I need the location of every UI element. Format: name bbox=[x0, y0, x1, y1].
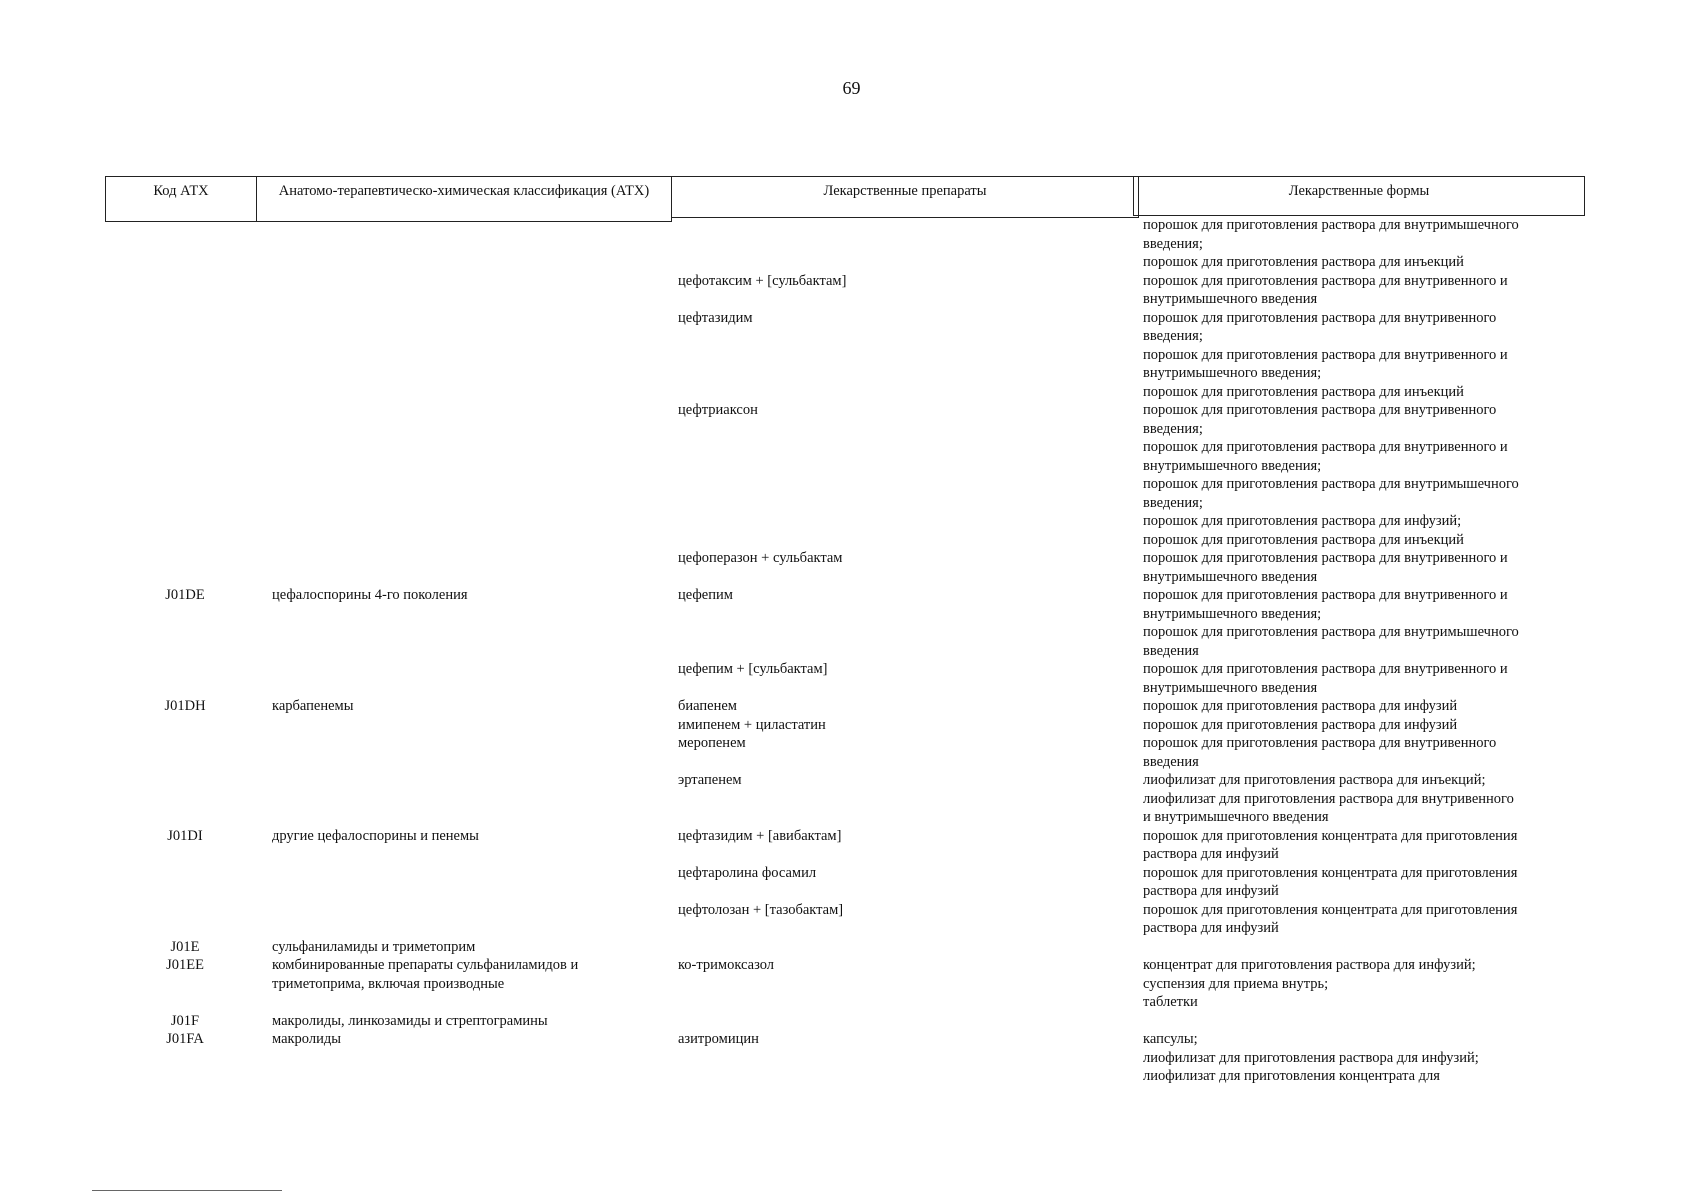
medicine-name: цефтолозан + [тазобактам] bbox=[678, 901, 844, 918]
dosage-form-line: порошок для приготовления раствора для внутривенного и bbox=[1143, 550, 1508, 566]
dosage-form-line: порошок для приготовления раствора для внутривенного bbox=[1143, 735, 1497, 751]
table-row bbox=[0, 272, 1703, 309]
medicine-name: ко-тримоксазол bbox=[678, 957, 775, 973]
dosage-form-line: лиофилизат для приготовления концентрата для bbox=[1143, 1068, 1440, 1084]
table-row bbox=[0, 586, 1703, 660]
medicine-cell bbox=[670, 734, 1132, 771]
atc-code-cell bbox=[0, 1012, 245, 1086]
dosage-form-line: порошок для приготовления раствора для инъекций bbox=[1143, 383, 1464, 400]
medicine-cell bbox=[670, 864, 1132, 901]
medicine-name: цефоперазон + сульбактам bbox=[678, 550, 843, 566]
atc-classification-line: карбапенемы bbox=[272, 698, 354, 714]
atc-classification-cell bbox=[245, 716, 670, 735]
header-atc-classification: Анатомо-терапевтическо-химическая классификация (АТХ) bbox=[256, 176, 672, 222]
atc-classification-cell bbox=[245, 734, 670, 771]
atc-classification-cell bbox=[245, 660, 670, 697]
atc-classification-cell bbox=[245, 827, 670, 864]
atc-code-cell bbox=[0, 771, 245, 827]
dosage-form-cell bbox=[1132, 660, 1572, 697]
dosage-form-line: внутримышечного введения; bbox=[1143, 365, 1322, 381]
medicine-cell bbox=[670, 309, 1132, 402]
medicine-cell bbox=[670, 660, 1132, 697]
atc-code: J01F bbox=[170, 1012, 200, 1029]
medicine-cell bbox=[670, 216, 1132, 272]
dosage-form-line: внутримышечного введения bbox=[1143, 679, 1318, 696]
medicine-name: цефотаксим + [сульбактам] bbox=[678, 272, 847, 289]
atc-classification-cell bbox=[245, 216, 670, 272]
medicine-cell bbox=[670, 901, 1132, 938]
dosage-form-line: порошок для приготовления раствора для внутривенного и bbox=[1143, 439, 1508, 455]
atc-code-cell bbox=[0, 734, 245, 771]
atc-classification-cell bbox=[245, 771, 670, 827]
dosage-form-line: капсулы; bbox=[1143, 1031, 1198, 1047]
dosage-form-line: порошок для приготовления раствора для внутримышечного bbox=[1143, 476, 1519, 492]
atc-classification-cell bbox=[245, 697, 670, 716]
dosage-form-line: таблетки bbox=[1143, 994, 1198, 1010]
medicine-cell bbox=[670, 716, 1132, 735]
dosage-form-line bbox=[1143, 938, 1572, 957]
atc-classification-cell bbox=[245, 401, 670, 549]
table-row bbox=[0, 401, 1703, 549]
dosage-form-line: раствора для инфузий bbox=[1143, 883, 1279, 899]
atc-code-cell bbox=[0, 938, 245, 1012]
dosage-form-cell bbox=[1132, 586, 1572, 660]
dosage-form-cell bbox=[1132, 549, 1572, 586]
atc-code: J01FA bbox=[166, 1031, 204, 1047]
atc-classification-cell bbox=[245, 1012, 670, 1086]
medicine-name: эртапенем bbox=[678, 772, 742, 788]
dosage-form-line: суспензия для приема внутрь; bbox=[1143, 975, 1329, 992]
atc-code-cell bbox=[0, 216, 245, 272]
table-row bbox=[0, 771, 1703, 827]
dosage-form-line: введения; bbox=[1143, 328, 1203, 344]
dosage-form-line: порошок для приготовления раствора для инъекций bbox=[1143, 531, 1464, 548]
dosage-form-line: введения bbox=[1143, 753, 1199, 770]
atc-code-cell bbox=[0, 272, 245, 309]
dosage-form-line: введения; bbox=[1143, 420, 1203, 437]
atc-classification-cell bbox=[245, 864, 670, 901]
dosage-form-cell bbox=[1132, 216, 1572, 272]
dosage-form-line: раствора для инфузий bbox=[1143, 846, 1279, 862]
atc-code-cell bbox=[0, 697, 245, 716]
dosage-form-cell bbox=[1132, 401, 1572, 549]
medicine-name: биапенем bbox=[678, 698, 737, 714]
medicine-name: цефтазидим + [авибактам] bbox=[678, 827, 842, 844]
atc-code-cell bbox=[0, 827, 245, 864]
dosage-form-cell bbox=[1132, 901, 1572, 938]
dosage-form-cell bbox=[1132, 938, 1572, 1012]
dosage-form-cell bbox=[1132, 697, 1572, 716]
dosage-form-cell bbox=[1132, 864, 1572, 901]
dosage-form-cell bbox=[1132, 771, 1572, 827]
medicine-name bbox=[678, 938, 1132, 957]
medicine-cell bbox=[670, 827, 1132, 864]
dosage-form-line: порошок для приготовления концентрата для приготовления bbox=[1143, 827, 1518, 844]
dosage-form-line: порошок для приготовления концентрата для приготовления bbox=[1143, 864, 1518, 881]
medicine-name: имипенем + циластатин bbox=[678, 716, 826, 733]
atc-code-cell bbox=[0, 901, 245, 938]
dosage-form-line: порошок для приготовления раствора для инфузий bbox=[1143, 698, 1458, 714]
dosage-form-line: порошок для приготовления раствора для внутривенного и bbox=[1143, 661, 1508, 677]
dosage-form-line: лиофилизат для приготовления раствора для внутривенного bbox=[1143, 790, 1514, 807]
dosage-form-line: концентрат для приготовления раствора для инфузий; bbox=[1143, 957, 1476, 973]
dosage-form-line: введения bbox=[1143, 642, 1199, 659]
atc-code-cell bbox=[0, 549, 245, 586]
dosage-form-line: введения; bbox=[1143, 235, 1203, 252]
medicine-name: цефтриаксон bbox=[678, 402, 758, 418]
dosage-form-line: порошок для приготовления раствора для внутривенного и bbox=[1143, 272, 1508, 289]
atc-classification-line: триметоприма, включая производные bbox=[272, 975, 505, 992]
dosage-form-line: внутримышечного введения bbox=[1143, 568, 1318, 585]
medicine-cell bbox=[670, 549, 1132, 586]
dosage-form-line: и внутримышечного введения bbox=[1143, 809, 1329, 825]
dosage-form-line: порошок для приготовления раствора для инфузий bbox=[1143, 716, 1458, 733]
medicine-cell bbox=[670, 401, 1132, 549]
table-row bbox=[0, 938, 1703, 1012]
table-row bbox=[0, 697, 1703, 716]
dosage-form-line: порошок для приготовления раствора для инфузий; bbox=[1143, 513, 1462, 529]
table-row bbox=[0, 827, 1703, 864]
table-row bbox=[0, 864, 1703, 901]
dosage-form-line: внутримышечного введения; bbox=[1143, 605, 1322, 622]
table-row bbox=[0, 901, 1703, 938]
medicine-name: меропенем bbox=[678, 735, 746, 751]
atc-classification-cell bbox=[245, 309, 670, 402]
atc-code-cell bbox=[0, 864, 245, 901]
medicine-name: азитромицин bbox=[678, 1031, 759, 1047]
dosage-form-cell bbox=[1132, 309, 1572, 402]
dosage-form-line: внутримышечного введения bbox=[1143, 291, 1318, 307]
atc-code-cell bbox=[0, 401, 245, 549]
dosage-form-line: введения; bbox=[1143, 494, 1203, 511]
dosage-form-line: лиофилизат для приготовления раствора для инъекций; bbox=[1143, 772, 1486, 788]
medicine-cell bbox=[670, 1012, 1132, 1086]
page-number: 69 bbox=[842, 78, 861, 98]
atc-code-cell bbox=[0, 660, 245, 697]
atc-classification-line: другие цефалоспорины и пенемы bbox=[272, 827, 479, 844]
dosage-form-line bbox=[1143, 1012, 1572, 1031]
medicine-cell bbox=[670, 697, 1132, 716]
atc-classification-line: макролиды, линкозамиды и стрептограмины bbox=[272, 1012, 548, 1029]
atc-classification-cell bbox=[245, 549, 670, 586]
header-code-atc: Код АТХ bbox=[105, 176, 257, 222]
dosage-form-line: порошок для приготовления раствора для внутривенного bbox=[1143, 309, 1497, 326]
dosage-form-cell bbox=[1132, 827, 1572, 864]
table-row bbox=[0, 660, 1703, 697]
dosage-form-line: лиофилизат для приготовления раствора для инфузий; bbox=[1143, 1049, 1479, 1066]
table-row bbox=[0, 216, 1703, 272]
medicine-name: цефтаролина фосамил bbox=[678, 864, 817, 881]
dosage-form-cell bbox=[1132, 734, 1572, 771]
atc-classification-cell bbox=[245, 938, 670, 1012]
table-row bbox=[0, 716, 1703, 735]
atc-classification-line: комбинированные препараты сульфаниламидов и bbox=[272, 957, 579, 973]
medicine-name: цефепим + [сульбактам] bbox=[678, 661, 828, 677]
atc-classification-line: сульфаниламиды и триметоприм bbox=[272, 938, 476, 955]
dosage-form-cell bbox=[1132, 716, 1572, 735]
header-medicines: Лекарственные препараты bbox=[671, 176, 1139, 218]
atc-code: J01DE bbox=[165, 587, 205, 603]
dosage-form-line: порошок для приготовления раствора для инъекций bbox=[1143, 254, 1464, 270]
table-row bbox=[0, 549, 1703, 586]
dosage-form-line: порошок для приготовления раствора для внутривенного и bbox=[1143, 587, 1508, 603]
atc-code: J01DH bbox=[164, 698, 206, 714]
medicine-cell bbox=[670, 771, 1132, 827]
atc-code: J01DI bbox=[167, 827, 203, 844]
atc-classification-cell bbox=[245, 586, 670, 660]
table-row bbox=[0, 309, 1703, 402]
atc-code: J01EE bbox=[166, 957, 204, 973]
atc-classification-line: макролиды bbox=[272, 1031, 341, 1047]
atc-classification-line: цефалоспорины 4-го поколения bbox=[272, 587, 468, 603]
atc-code-cell bbox=[0, 716, 245, 735]
dosage-form-line: порошок для приготовления концентрата для приготовления bbox=[1143, 901, 1518, 918]
dosage-form-line: порошок для приготовления раствора для внутримышечного bbox=[1143, 624, 1519, 640]
dosage-form-line: порошок для приготовления раствора для внутримышечного bbox=[1143, 217, 1519, 233]
header-dosage-forms: Лекарственные формы bbox=[1133, 176, 1585, 216]
dosage-form-cell bbox=[1132, 1012, 1572, 1086]
dosage-form-line: порошок для приготовления раствора для внутривенного и bbox=[1143, 346, 1508, 363]
atc-classification-cell bbox=[245, 901, 670, 938]
footer-divider bbox=[92, 1190, 282, 1191]
table-body bbox=[0, 216, 1703, 1096]
medicine-name: цефепим bbox=[678, 587, 733, 603]
dosage-form-line: порошок для приготовления раствора для внутривенного bbox=[1143, 402, 1497, 418]
medicine-cell bbox=[670, 272, 1132, 309]
medicine-cell bbox=[670, 938, 1132, 1012]
dosage-form-cell bbox=[1132, 272, 1572, 309]
dosage-form-line: внутримышечного введения; bbox=[1143, 457, 1322, 474]
atc-code: J01E bbox=[170, 938, 200, 955]
medicine-name bbox=[678, 1012, 1132, 1031]
table-row bbox=[0, 734, 1703, 771]
atc-code-cell bbox=[0, 586, 245, 660]
dosage-form-line: раствора для инфузий bbox=[1143, 920, 1279, 936]
medicine-name: цефтазидим bbox=[678, 309, 753, 326]
atc-classification-cell bbox=[245, 272, 670, 309]
medicine-cell bbox=[670, 586, 1132, 660]
atc-code-cell bbox=[0, 309, 245, 402]
table-row bbox=[0, 1012, 1703, 1086]
